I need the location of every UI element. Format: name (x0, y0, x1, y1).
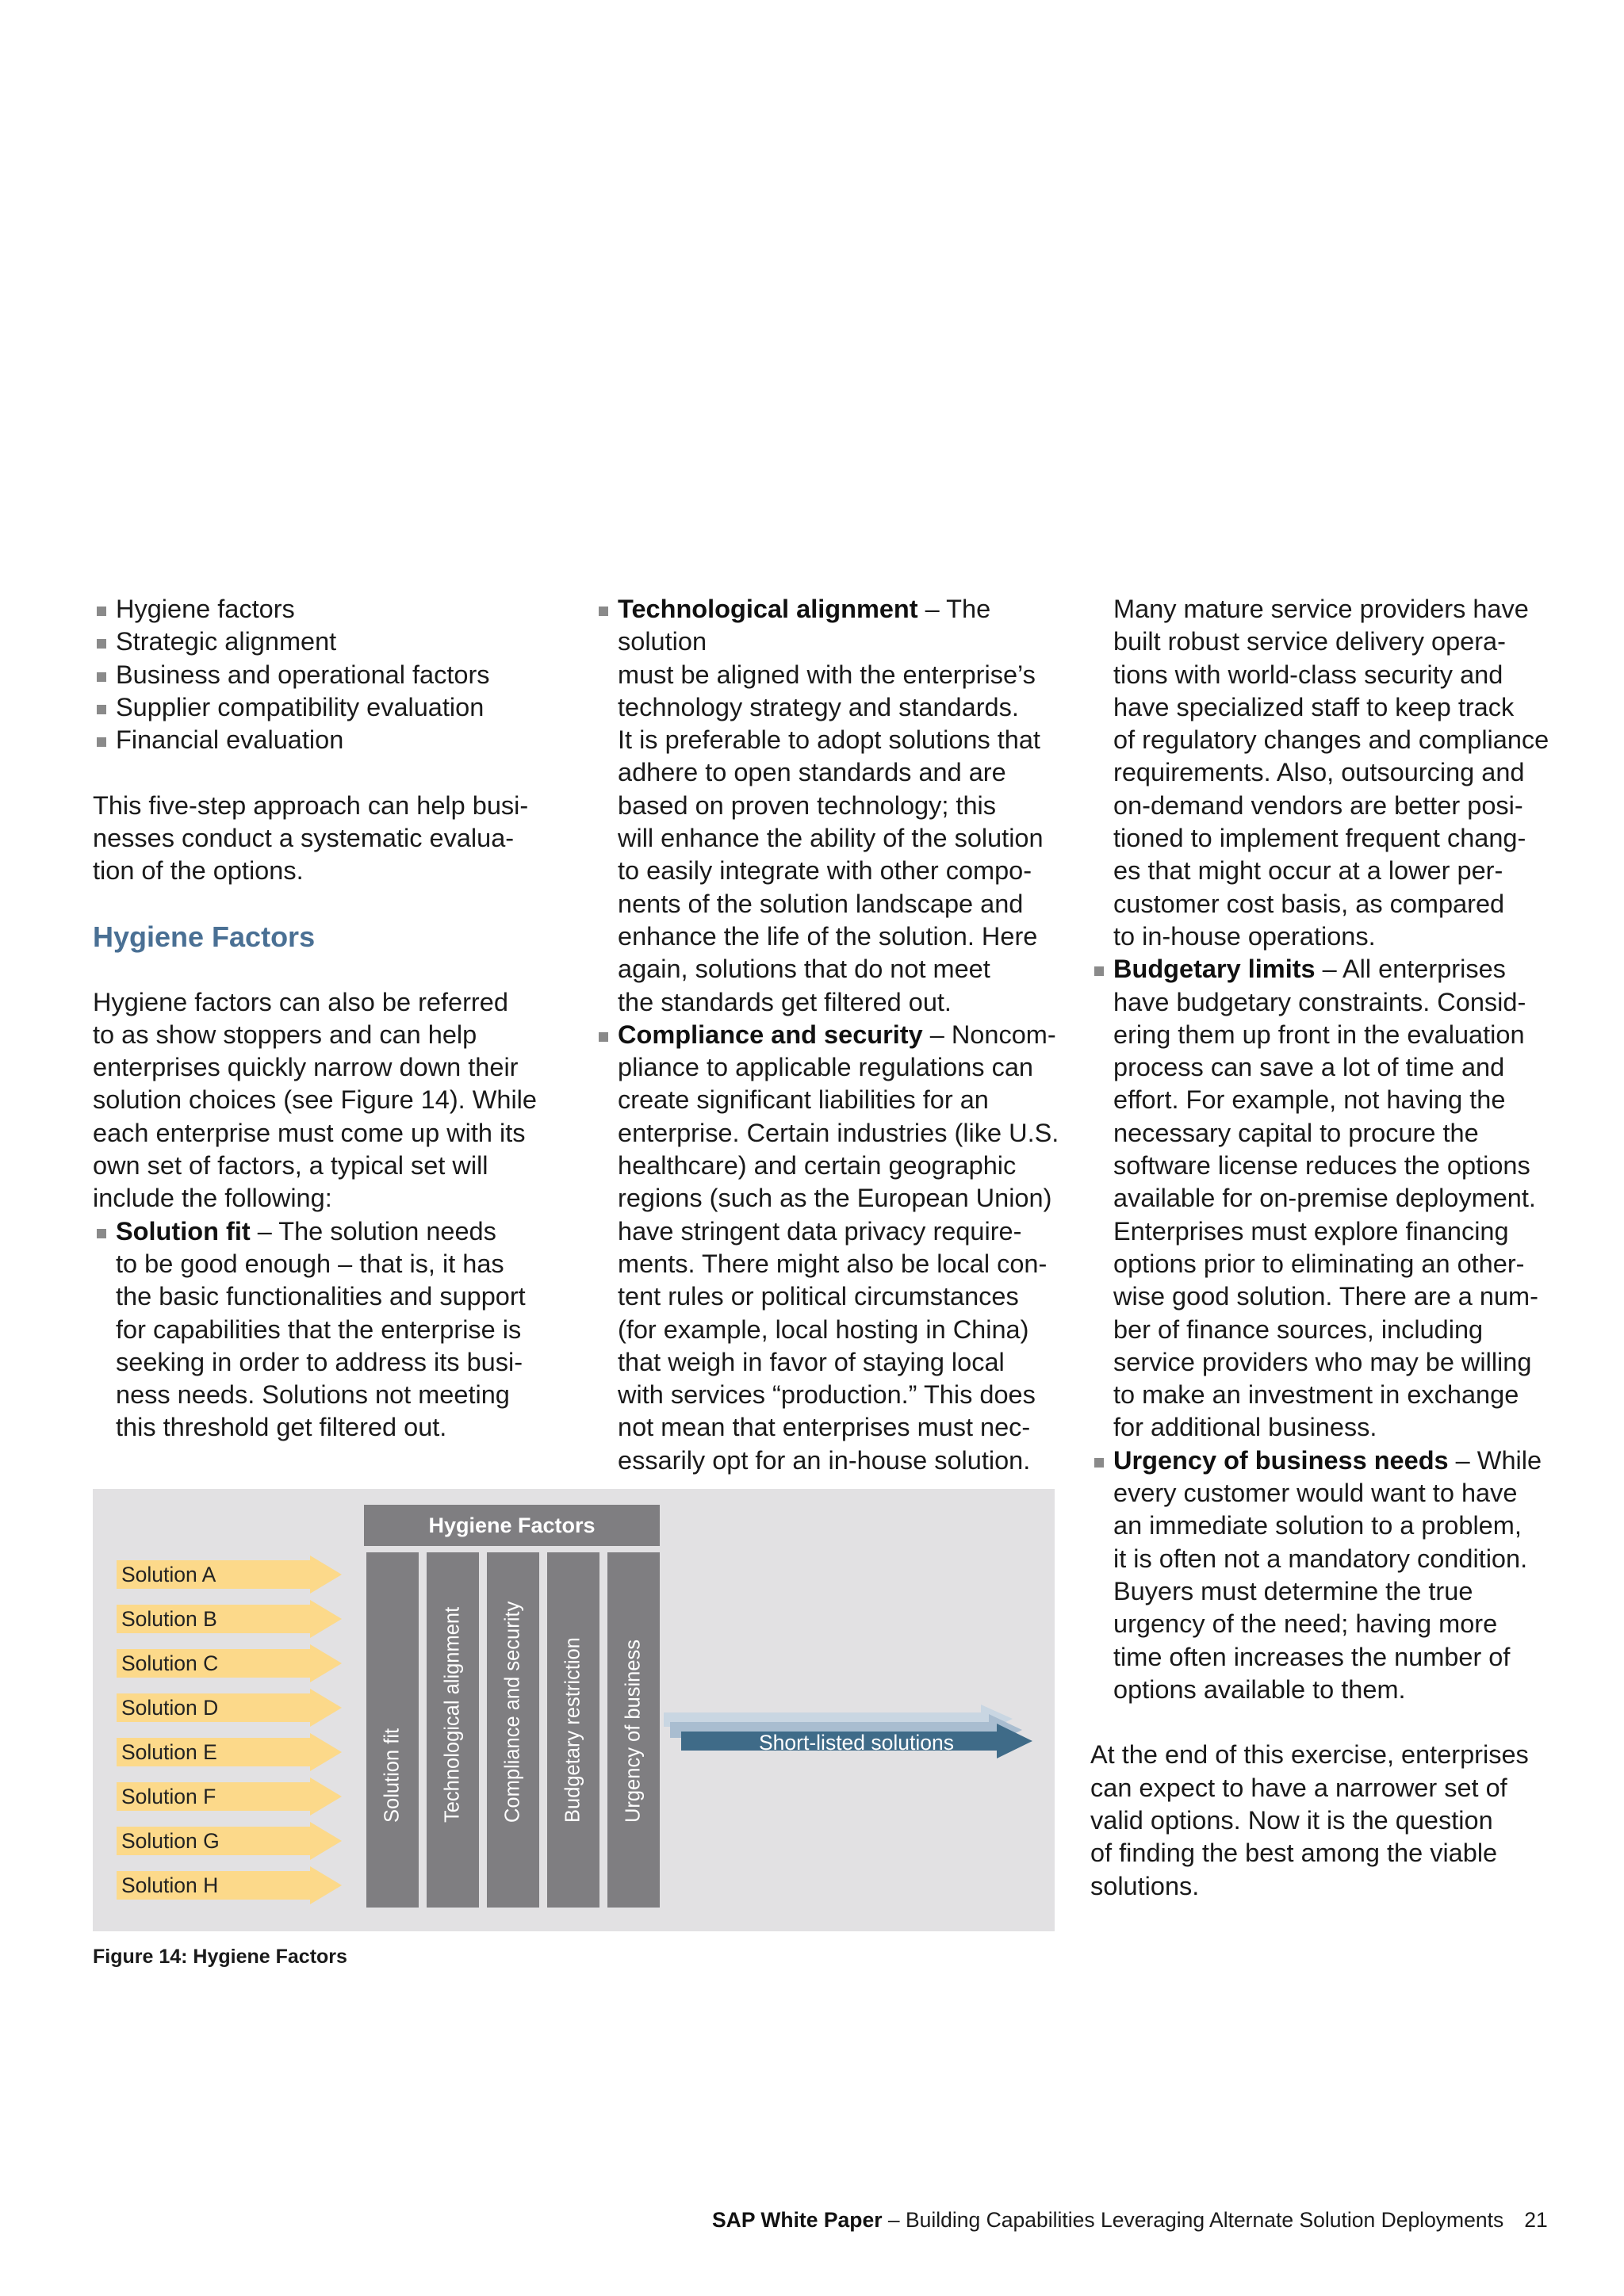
list-item: Strategic alignment (93, 626, 569, 658)
solution-arrow: Solution H (117, 1869, 340, 1901)
factor-technological-alignment: Technological alignment – The solution must be aligned with the enterprise’s technology strategy and standards. It is preferable to adopt solutions that adhere to open standards and are based on proven technology; this will enhance the ability of the solution to easily integrate with other compo- nents of the solution landscape and enhance the life of the solution. Here again, solutions that do not meet the standards get filtered out. (595, 593, 1071, 1019)
page-number: 21 (1524, 2208, 1548, 2232)
hygiene-paragraph: Hygiene factors can also be referred to as show stoppers and can help enterprises quickly narrow down their solution choices (see Figure 14). While each enterprise must come up with its own set of factors, a typical set will include the following: (93, 987, 537, 1213)
section-heading: Hygiene Factors (93, 920, 316, 953)
list-item: Financial evaluation (93, 724, 569, 756)
list-item: Business and operational factors (93, 659, 569, 691)
figure-caption: Figure 14: Hygiene Factors (93, 1946, 347, 1968)
solution-arrow: Solution G (117, 1825, 340, 1857)
intro-paragraph: This five-step approach can help busi- nesses conduct a systematic evalua- tion of the options. (93, 790, 529, 886)
factor-solution-fit: Solution fit – The solution needs to be good enough – that is, it has the basic functionalities and support for capabilities that the enterprise is seeking in order to address its busi- ness needs. Solutions not meeting this threshold get filtered out. (93, 1215, 569, 1445)
page-footer (712, 2208, 1548, 2233)
solution-arrow: Solution C (117, 1647, 340, 1679)
factor-compliance-security: Compliance and security – Noncom- pliance to applicable regulations can create significant liabilities for an enterprise. Certain industries (like U.S. healthcare) and certain geographic regions (such as the European Union) have stringent data privacy require- ments. There might also be local con- tent rules or political circumstances (for example, local hosting in China) that weigh in favor of staying local with services “production.” This does not mean that enterprises must nec- essarily opt for an in-house solution. (595, 1019, 1071, 1477)
shortlisted-output (664, 1705, 1044, 1776)
column-1 (93, 593, 569, 1445)
hygiene-factors-figure (93, 1489, 1055, 1931)
column-2 (595, 593, 1071, 1477)
factor-column: Budgetary restriction (547, 1552, 599, 1908)
solution-arrow: Solution F (117, 1781, 340, 1812)
solution-arrow: Solution A (117, 1559, 340, 1590)
factor-list-2 (595, 593, 1071, 1477)
list-item: Hygiene factors (93, 593, 569, 626)
factor-list (93, 1215, 569, 1445)
list-item: Supplier compatibility evaluation (93, 691, 569, 724)
factor-list-3 (1090, 953, 1582, 1706)
factor-column: Solution fit (366, 1552, 419, 1908)
solution-arrow: Solution E (117, 1736, 340, 1768)
factor-budgetary-limits: Budgetary limits – All enterprises have budgetary constraints. Consid- ering them up front in the evaluation process can save a lot of time and effort. For example, not having the necessary capital to procure the software license reduces the options available for on-premise deployment. Enterprises must explore financing options prior to eliminating an other- wise good solution. There are a num- ber of finance sources, including service providers who may be willing to make an investment in exchange for additional business. (1090, 953, 1582, 1444)
footer-brand: SAP White Paper (712, 2208, 883, 2232)
output-label: Short-listed solutions (759, 1731, 954, 1755)
solution-arrow: Solution B (117, 1603, 340, 1635)
factor-column: Compliance and security (487, 1552, 539, 1908)
solution-arrow: Solution D (117, 1692, 340, 1724)
footer-title: – Building Capabilities Leveraging Alternate Solution Deployments (882, 2208, 1504, 2232)
factor-column: Technological alignment (427, 1552, 479, 1908)
column-3 (1090, 593, 1582, 1903)
factor-column: Urgency of business (607, 1552, 660, 1908)
figure-header: Hygiene Factors (364, 1505, 660, 1546)
closing-paragraph: At the end of this exercise, enterprises can expect to have a narrower set of valid options. Now it is the question of finding the best among the viable solutions. (1090, 1740, 1529, 1900)
factor-urgency: Urgency of business needs – While every customer would want to have an immediate solution to a problem, it is often not a mandatory condition. Buyers must determine the true urgency of the need; having more time often increases the number of options available to them. (1090, 1445, 1582, 1706)
approach-steps-list (93, 593, 569, 756)
continuation-paragraph: Many mature service providers have built robust service delivery opera- tions with world-class security and have specialized staff to keep track of regulatory changes and compliance requirements. Also, outsourcing and on-demand vendors are better posi- tioned to implement frequent chang- es that might occur at a lower per- customer cost basis, as compared to in-house operations. (1113, 595, 1549, 951)
